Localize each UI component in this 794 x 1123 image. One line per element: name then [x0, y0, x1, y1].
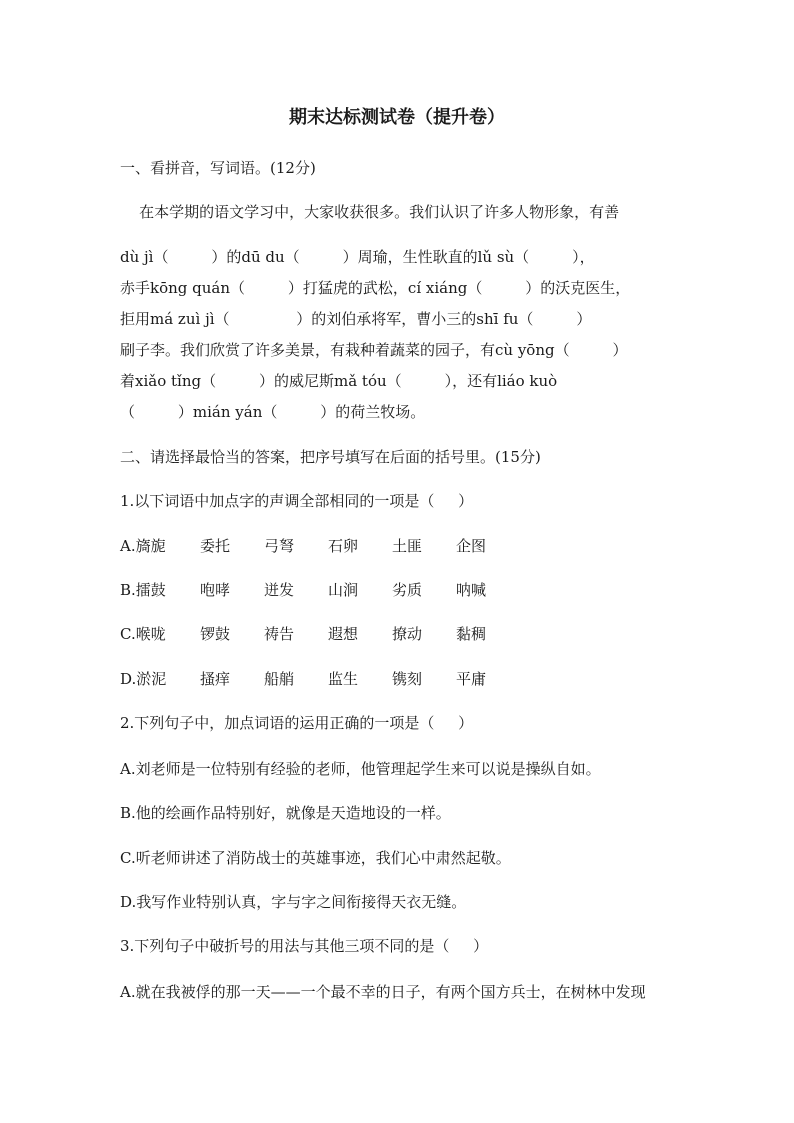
q1-option-c — [120, 624, 520, 644]
section1-line-7: （ ）mián yán（ ）的荷兰牧场。 — [120, 403, 426, 421]
section1-line-3: 赤手kōng quán（ ）打猛虎的武松，cí xiáng（ ）的沃克医生， — [120, 279, 631, 297]
q2-stem: 2.下列句子中，加点词语的运用正确的一项是（ ） — [120, 714, 474, 732]
option-word: 平庸 — [456, 670, 487, 688]
option-word: 石卵 — [328, 537, 359, 555]
option-word: 咆哮 — [200, 581, 231, 599]
section2-heading: 二、请选择最恰当的答案，把序号填写在后面的括号里。(15分) — [120, 448, 541, 466]
option-label: C.喉咙 — [120, 625, 166, 643]
q1-option-a — [120, 536, 520, 556]
option-word: 山涧 — [328, 581, 359, 599]
section1-line-1: 在本学期的语文学习中，大家收获很多。我们认识了许多人物形象，有善 — [120, 203, 620, 221]
option-word: 搔痒 — [200, 670, 231, 688]
option-word: 呐喊 — [456, 581, 487, 599]
q1-option-d — [120, 669, 520, 689]
page-title: 期末达标测试卷（提升卷） — [289, 107, 505, 128]
option-word: 迸发 — [264, 581, 295, 599]
section1-line-6: 着xiǎo tǐng（ ）的威尼斯mǎ tóu（ ），还有liáo kuò — [120, 372, 558, 390]
q2-option-d: D.我写作业特别认真，字与字之间衔接得天衣无缝。 — [120, 893, 467, 911]
option-word: 黏稠 — [456, 625, 487, 643]
q2-option-a: A.刘老师是一位特别有经验的老师，他管理起学生来可以说是操纵自如。 — [120, 760, 601, 778]
option-word: 劣质 — [392, 581, 423, 599]
option-word: 委托 — [200, 537, 231, 555]
q2-option-c: C.听老师讲述了消防战士的英雄事迹，我们心中肃然起敬。 — [120, 849, 511, 867]
option-word: 企图 — [456, 537, 487, 555]
q3-stem: 3.下列句子中破折号的用法与其他三项不同的是（ ） — [120, 937, 489, 955]
option-word: 船艄 — [264, 670, 295, 688]
option-word: 弓弩 — [264, 537, 295, 555]
option-word: 镌刻 — [392, 670, 423, 688]
option-label: D.淤泥 — [120, 670, 167, 688]
option-label: A.旖旎 — [120, 537, 166, 555]
q3-option-a: A.就在我被俘的那一天——一个最不幸的日子，有两个国方兵士，在树林中发现 — [120, 983, 646, 1001]
q1-stem: 1.以下词语中加点字的声调全部相同的一项是（ ） — [120, 492, 474, 510]
option-word: 锣鼓 — [200, 625, 231, 643]
q2-option-b: B.他的绘画作品特别好，就像是天造地设的一样。 — [120, 804, 451, 822]
section1-line-5: 刷子李。我们欣赏了许多美景，有栽种着蔬菜的园子，有cù yōng（ ） — [120, 341, 628, 359]
option-word: 监生 — [328, 670, 359, 688]
option-word: 土匪 — [392, 537, 423, 555]
option-label: B.擂鼓 — [120, 581, 166, 599]
option-word: 遐想 — [328, 625, 359, 643]
section1-line-4: 拒用má zuì jì（ ）的刘伯承将军，曹小三的shī fu（ ） — [120, 310, 592, 328]
option-word: 祷告 — [264, 625, 295, 643]
q1-option-b — [120, 580, 520, 600]
section1-line-2: dù jì（ ）的dū du（ ）周瑜，生性耿直的lǔ sù（ ）， — [120, 248, 595, 266]
section1-heading: 一、看拼音，写词语。(12分) — [120, 159, 316, 177]
option-word: 撩动 — [392, 625, 423, 643]
